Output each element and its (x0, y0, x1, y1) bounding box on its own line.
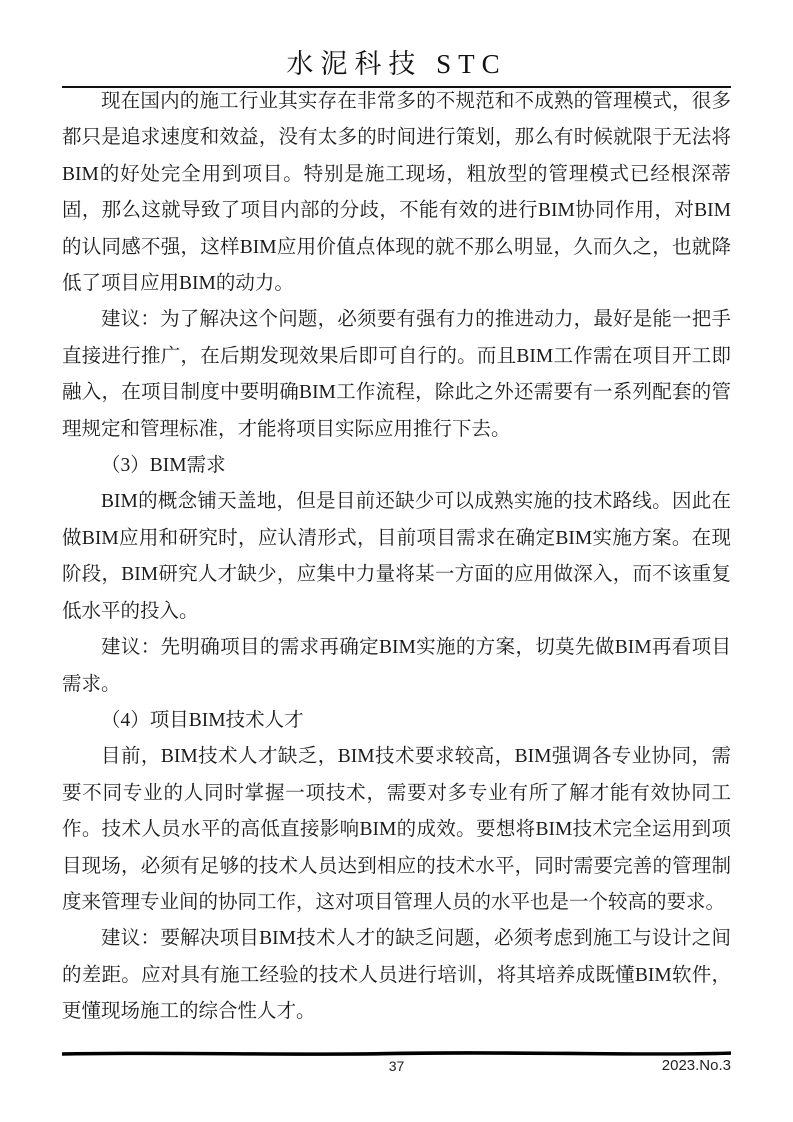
page-number: 37 (388, 1058, 405, 1074)
article-body (62, 84, 731, 1031)
journal-title: 水泥科技 STC (286, 49, 507, 79)
paragraph-bim-talent: 目前，BIM技术人才缺乏，BIM技术要求较高，BIM强调各专业协同，需要不同专业的人同时掌握一项技术，需要对多专业有所了解才能有效协同工作。技术人员水平的高低直接影响BIM的成效。要想将BIM技术完全运用到项目现场，必须有足够的技术人员达到相应的技术水平，同时需要完善的管理制度来管理专业间的协同工作，这对项目管理人员的水平也是一个较高的要求。 (62, 746, 731, 913)
section-heading-bim-demand: （3）BIM需求 (101, 455, 226, 477)
issue-number: 2023.No.3 (661, 1057, 731, 1074)
section-heading-bim-talent: （4）项目BIM技术人才 (101, 709, 304, 731)
paragraph-bim-demand: BIM的概念铺天盖地，但是目前还缺少可以成熟实施的技术路线。因此在做BIM应用和研究时，应认清形式，目前项目需求在确定BIM实施方案。在现阶段，BIM研究人才缺少，应集中力量将某一方面的应用做深入，而不该重复低水平的投入。 (62, 491, 731, 622)
paragraph-suggestion-promotion: 建议：为了解决这个问题，必须要有强有力的推进动力，最好是能一把手直接进行推广，在后期发现效果后即可自行的。而且BIM工作需在项目开工即融入，在项目制度中要明确BIM工作流程，除此之外还需要有一系列配套的管理规定和管理标准，才能将项目实际应用推行下去。 (62, 309, 731, 440)
paragraph-suggestion-demand: 建议：先明确项目的需求再确定BIM实施的方案，切莫先做BIM再看项目需求。 (62, 637, 731, 695)
paragraph-suggestion-talent: 建议：要解决项目BIM技术人才的缺乏问题，必须考虑到施工与设计之间的差距。应对具有施工经验的技术人员进行培训，将其培养成既懂BIM软件，更懂现场施工的综合性人才。 (62, 928, 731, 1023)
paragraph-management-problem: 现在国内的施工行业其实存在非常多的不规范和不成熟的管理模式，很多都只是追求速度和效益，没有太多的时间进行策划，那么有时候就限于无法将BIM的好处完全用到项目。特别是施工现场，粗放型的管理模式已经根深蒂固，那么这就导致了项目内部的分歧，不能有效的进行BIM协同作用，对BIM的认同感不强，这样BIM应用价值点体现的就不那么明显，久而久之，也就降低了项目应用BIM的动力。 (62, 91, 731, 295)
footer-rule (62, 1049, 731, 1058)
